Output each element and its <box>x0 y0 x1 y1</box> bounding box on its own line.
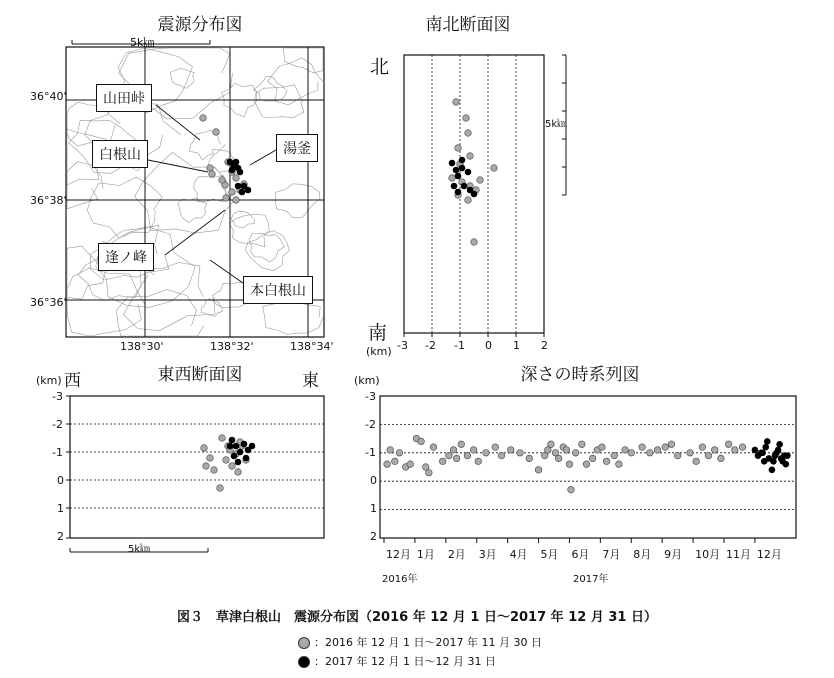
dt-quake-gray <box>483 450 490 457</box>
dt-quake-gray <box>718 455 725 462</box>
ew-y-tick: -1 <box>52 446 63 459</box>
dt-quake-black <box>752 447 759 454</box>
ew-section-title: 東西断面図 <box>157 365 243 385</box>
ns-quake-gray <box>491 165 498 172</box>
dt-quake-gray <box>589 455 596 462</box>
dt-quake-gray <box>739 444 746 451</box>
ns-quake-gray <box>471 239 478 246</box>
place-label-ainomine: 逢ノ峰 <box>98 243 154 271</box>
ns-section-title: 南北断面図 <box>425 15 511 35</box>
ns-scale-label: 5k㎞ <box>545 119 568 130</box>
lon-label: 138°32' <box>210 340 254 353</box>
map-title: 震源分布図 <box>157 15 243 35</box>
dt-quake-gray <box>458 441 465 448</box>
dt-quake-gray <box>639 444 646 451</box>
ew-y-tick: 2 <box>57 530 64 543</box>
ns-quake-gray <box>455 145 462 152</box>
south-label: 南 <box>368 322 388 344</box>
ew-quake-gray <box>219 435 226 442</box>
ns-quake-black <box>465 169 472 176</box>
dt-month-label: 1月 <box>416 548 435 561</box>
dt-quake-black <box>783 461 790 468</box>
dt-month-label: 4月 <box>509 548 528 561</box>
dt-quake-gray <box>430 444 437 451</box>
dt-month-label: 12月 <box>756 548 782 561</box>
dt-quake-black <box>764 438 771 445</box>
ew-quake-gray <box>217 485 224 492</box>
dt-quake-gray <box>475 458 482 465</box>
year-label-2017: 2017年 <box>573 574 609 585</box>
dt-quake-gray <box>674 452 681 459</box>
dt-quake-gray <box>654 447 661 454</box>
map-quake-gray <box>219 177 226 184</box>
dt-quake-gray <box>622 447 629 454</box>
legend-gray <box>298 634 542 650</box>
ew-quake-black <box>231 453 238 460</box>
ew-quake-gray <box>201 445 208 452</box>
dt-quake-gray <box>699 444 706 451</box>
dt-y-tick: -2 <box>365 418 376 431</box>
dt-quake-gray <box>705 452 712 459</box>
map-quake-gray <box>213 129 220 136</box>
dt-quake-gray <box>450 447 457 454</box>
ns-quake-gray <box>465 197 472 204</box>
ns-x-tick: 1 <box>513 339 520 352</box>
ew-quake-black <box>227 443 234 450</box>
legend-black-text: ：2017 年 12 月 1 日～12 月 31 日 <box>314 655 496 668</box>
ns-x-tick: -3 <box>397 339 408 352</box>
ew-quake-black <box>237 449 244 456</box>
map-quake-gray <box>223 195 230 202</box>
ew-quake-black <box>229 437 236 444</box>
ew-quake-black <box>235 459 242 466</box>
dt-quake-gray <box>687 450 694 457</box>
ew-y-tick: 1 <box>57 502 64 515</box>
ns-x-tick: 2 <box>541 339 548 352</box>
dt-quake-gray <box>599 444 606 451</box>
map-quake-gray <box>233 197 240 204</box>
dt-quake-gray <box>662 444 669 451</box>
ew-y-tick: -3 <box>52 390 63 403</box>
dt-quake-gray <box>693 458 700 465</box>
map-quake-black <box>229 167 236 174</box>
ns-quake-black <box>461 183 468 190</box>
ew-quake-black <box>233 443 240 450</box>
ew-unit-label: (km) <box>36 374 62 387</box>
dt-quake-gray <box>492 444 499 451</box>
dt-quake-gray <box>387 447 394 454</box>
ns-quake-black <box>453 167 460 174</box>
ew-y-tick: -2 <box>52 418 63 431</box>
map-scale-label: 5k㎞ <box>130 36 155 49</box>
lon-label: 138°34' <box>290 340 334 353</box>
legend-black <box>298 653 496 669</box>
ns-quake-black <box>459 157 466 164</box>
north-label: 北 <box>370 56 390 78</box>
dt-quake-gray <box>470 447 477 454</box>
dt-quake-gray <box>384 461 391 468</box>
dt-quake-black <box>772 452 779 459</box>
ns-quake-black <box>449 160 456 167</box>
dt-quake-gray <box>535 467 542 474</box>
dt-month-label: 7月 <box>602 548 621 561</box>
ns-quake-black <box>471 191 478 198</box>
lon-label: 138°30' <box>120 340 164 353</box>
ew-quake-gray <box>211 467 218 474</box>
ew-quake-black <box>249 443 256 450</box>
lat-label: 36°36' <box>30 296 67 309</box>
legend-gray-marker <box>298 637 310 649</box>
legend-gray-text: ：2016 年 12 月 1 日～2017 年 11 月 30 日 <box>314 636 542 649</box>
lat-label: 36°38' <box>30 194 67 207</box>
dt-month-label: 2月 <box>447 548 466 561</box>
figure-caption: 図３ 草津白根山 震源分布図（2016 年 12 月 1 日～2017 年 12 月 31 日） <box>177 610 657 625</box>
map-quake-black <box>245 187 252 194</box>
dt-y-tick: 2 <box>370 530 377 543</box>
dt-quake-black <box>776 441 783 448</box>
legend-black-marker <box>298 656 310 668</box>
dt-quake-gray <box>647 450 654 457</box>
dt-quake-gray <box>464 452 471 459</box>
dt-quake-black <box>762 444 769 451</box>
map-quake-black <box>235 183 242 190</box>
ns-x-tick: 0 <box>485 339 492 352</box>
place-label-motoshiranesan: 本白根山 <box>243 276 313 304</box>
map-quake-gray <box>207 165 214 172</box>
ns-quake-gray <box>467 153 474 160</box>
dt-quake-black <box>775 447 782 454</box>
ns-quake-gray <box>449 175 456 182</box>
dt-quake-gray <box>548 441 555 448</box>
dt-quake-black <box>759 450 766 457</box>
dt-quake-gray <box>418 438 425 445</box>
map-quake-gray <box>209 171 216 178</box>
ns-quake-gray <box>465 130 472 137</box>
depth-time-title: 深さの時系列図 <box>520 365 640 385</box>
dt-quake-gray <box>579 441 586 448</box>
dt-quake-gray <box>407 461 414 468</box>
map-quake-gray <box>200 115 207 122</box>
dt-quake-gray <box>507 447 514 454</box>
dt-quake-black <box>770 458 777 465</box>
place-label-yamadatoge: 山田峠 <box>96 84 152 112</box>
ns-quake-black <box>451 183 458 190</box>
dt-month-label: 6月 <box>571 548 590 561</box>
ew-quake-black <box>241 441 248 448</box>
dt-quake-gray <box>498 452 505 459</box>
dt-quake-gray <box>611 452 618 459</box>
map-quake-black <box>233 159 240 166</box>
dt-quake-gray <box>396 450 403 457</box>
ew-quake-gray <box>235 469 242 476</box>
year-label-2016: 2016年 <box>382 574 418 585</box>
dt-month-label: 10月 <box>695 548 721 561</box>
dt-quake-black <box>781 452 788 459</box>
dt-unit-label: (km) <box>354 374 380 387</box>
ew-frame <box>70 396 324 538</box>
ns-quake-gray <box>477 177 484 184</box>
ns-unit-label: (km) <box>366 345 392 358</box>
ns-quake-black <box>455 189 462 196</box>
dt-quake-gray <box>439 458 446 465</box>
dt-quake-gray <box>566 461 573 468</box>
dt-month-label: 12月 <box>386 548 411 561</box>
dt-month-label: 3月 <box>478 548 497 561</box>
dt-quake-gray <box>668 441 675 448</box>
map-quake-gray <box>233 175 240 182</box>
dt-quake-gray <box>725 441 732 448</box>
dt-month-label: 8月 <box>633 548 652 561</box>
ew-scale-label: 5k㎞ <box>128 544 151 555</box>
dt-quake-gray <box>526 455 533 462</box>
dt-y-tick: -3 <box>365 390 376 403</box>
dt-month-label: 11月 <box>726 548 751 561</box>
ew-quake-gray <box>229 463 236 470</box>
dt-quake-gray <box>426 469 433 476</box>
map-quake-black <box>239 189 246 196</box>
ns-quake-gray <box>463 115 470 122</box>
dt-month-label: 5月 <box>540 548 559 561</box>
dt-quake-gray <box>568 486 575 493</box>
dt-quake-gray <box>603 458 610 465</box>
west-label: 西 <box>64 371 81 391</box>
dt-quake-gray <box>616 461 623 468</box>
dt-quake-gray <box>392 458 399 465</box>
dt-month-label: 9月 <box>664 548 683 561</box>
dt-quake-gray <box>453 455 460 462</box>
dt-y-tick: -1 <box>365 446 376 459</box>
ns-x-tick: -1 <box>454 339 465 352</box>
place-label-shiranesan: 白根山 <box>92 140 148 168</box>
dt-quake-gray <box>572 450 579 457</box>
dt-quake-gray <box>446 452 453 459</box>
map-quake-black <box>237 169 244 176</box>
dt-quake-gray <box>732 447 739 454</box>
dt-quake-gray <box>517 450 524 457</box>
map-quake-gray <box>229 189 236 196</box>
dt-quake-gray <box>563 447 570 454</box>
dt-quake-gray <box>711 447 718 454</box>
ns-quake-black <box>455 173 462 180</box>
dt-quake-gray <box>555 455 562 462</box>
ew-quake-gray <box>207 455 214 462</box>
ns-quake-black <box>459 165 466 172</box>
dt-quake-gray <box>583 461 590 468</box>
ew-quake-black <box>243 455 250 462</box>
ew-quake-gray <box>223 457 230 464</box>
dt-y-tick: 0 <box>370 474 377 487</box>
dt-quake-black <box>769 467 776 474</box>
dt-quake-gray <box>628 450 635 457</box>
place-label-yugama: 湯釜 <box>276 134 318 162</box>
ns-quake-gray <box>453 99 460 106</box>
east-label: 東 <box>302 371 319 391</box>
ew-quake-gray <box>203 463 210 470</box>
ns-x-tick: -2 <box>425 339 436 352</box>
dt-y-tick: 1 <box>370 502 377 515</box>
ew-y-tick: 0 <box>57 474 64 487</box>
lat-label: 36°40' <box>30 90 67 103</box>
